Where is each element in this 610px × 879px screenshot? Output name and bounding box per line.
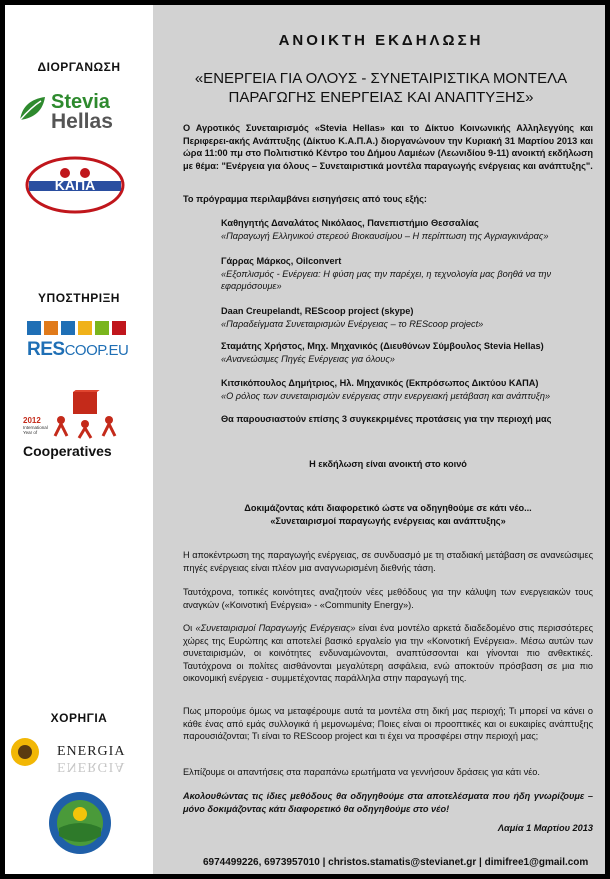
water-icon	[27, 321, 41, 335]
paragraph-cooperatives	[183, 622, 593, 685]
speaker-name: Καθηγητής Δαναλάτος Νικόλαος, Πανεπιστήμιο Θεσσαλίας	[221, 218, 479, 228]
cube-people-icon	[51, 390, 121, 440]
support-heading: ΥΠΟΣΤΗΡΙΞΗ	[38, 291, 120, 305]
rescoop-res: RES	[27, 339, 65, 360]
wind-icon	[61, 321, 75, 335]
slogan	[183, 502, 593, 527]
energia-reflection: ENERGIA	[57, 759, 126, 774]
paragraph-decentralisation: Η αποκέντρωση της παραγωγής ενέργειας, σε συνδυασμό με τη σταδιακή μετάβαση σε ανανεώσιμες πηγές ενέργειας είναι πλέον μια αναγνωρισμένη διεθνής τάση.	[183, 550, 593, 573]
rescoop-eu: .EU	[104, 342, 129, 359]
coop-year-word: Cooperatives	[23, 443, 112, 459]
power-icon	[112, 321, 126, 335]
sun-icon	[78, 321, 92, 335]
speaker-topic: «Ανανεώσιμες Πηγές Ενέργειας για όλους»	[221, 353, 395, 364]
speaker-topic: «Εξοπλισμός - Ενέργεια: Η φύση μας την παρέχει, η τεχνολογία μας βοηθά να την εφαρμόσουμε»	[221, 268, 552, 292]
event-date: Λαμία 1 Μαρτίου 2013	[497, 823, 593, 833]
para3-rest: είναι ένα μοντέλο αρκετά διαδεδομένο στις περισσότερες χώρες της Ευρώπης και αποτελεί βασικό εργαλείο για την «Κοινοτική Ενέργεια». Μέσω αυτών των συνεταιρισμών, οι κοινότητες ενδυναμώνονται, αναπτύσσονται και γίνονται πιο ανθεκτικές. Ταυτόχρονα οι πολίτες αισθάνονται μεγαλύτερη ασφάλεια, ενώ αποκτούν πρόσβαση σε μια πιο οικονομική ενέργεια - συμμετέχοντας παράλληλα στην παραγωγή της.	[183, 623, 593, 684]
stevia-hellas-logo	[17, 90, 145, 135]
cooperative-seal-logo	[47, 790, 113, 856]
organizer-heading: ΔΙΟΡΓΑΝΩΣΗ	[37, 60, 121, 74]
leaf-small-icon	[95, 321, 109, 335]
kapa-word: ΚΑΠΑ	[54, 177, 96, 193]
closing-statement: Ακολουθώντας τις ίδιες μεθόδους θα οδηγηθούμε στα αποτελέσματα που ήδη γνωρίζουμε – μόνο δοκιμάζοντας κάτι διαφορετικό θα οδηγηθούμε στο νέο!	[183, 791, 593, 814]
speaker-item	[221, 217, 581, 242]
speaker-name: Κιτσικόπουλος Δημήτριος, Ηλ. Μηχανικός (Εκπρόσωπος Δικτύου ΚΑΠΑ)	[221, 378, 539, 388]
contact-info: 6974499226, 6973957010 | christos.stamatis@stevianet.gr | dimifree1@gmail.com	[203, 857, 589, 868]
stevia-word: Stevia	[51, 91, 110, 113]
paragraph-questions: Πως μπορούμε όμως να μεταφέρουμε αυτά τα μοντέλα στη δική μας περιοχή; Τι μπορεί να κάνει ο κάθε ένας από εμάς συλλογικά ή μεμονωμένα; Ποιες είναι οι προοπτικές και οι ευκαιρίες ανάπτυξης παρουσιάζονται; Τι είναι το REScoop project και τι έχει να προσφέρει στην περιοχή μας;	[183, 706, 593, 742]
rescoop-coop: COOP	[64, 342, 105, 359]
speaker-item	[221, 255, 581, 293]
energia-word: ENERGIA	[57, 744, 126, 759]
hellas-word: Hellas	[51, 110, 113, 133]
speaker-name: Daan Creupelandt, REScoop project (skype)	[221, 306, 414, 316]
rescoop-icons	[27, 321, 126, 335]
cooperative-seal-icon	[47, 790, 113, 856]
subtitle-line-2: ΠΑΡΑΓΩΓΗΣ ΕΝΕΡΓΕΙΑΣ ΚΑΙ ΑΝΑΠΤΥΞΗΣ»	[228, 89, 534, 106]
open-public-note: Η εκδήλωση είναι ανοικτή στο κοινό	[309, 459, 467, 469]
sponsor-heading: ΧΟΡΗΓΙΑ	[50, 711, 108, 725]
speaker-item	[221, 340, 581, 365]
speaker-name: Γάρρας Μάρκος, Oilconvert	[221, 256, 342, 266]
proposals-note: Θα παρουσιαστούν επίσης 3 συγκεκριμένες προτάσεις για την περιοχή μας	[221, 414, 552, 424]
speaker-item	[221, 305, 581, 330]
energia-logo	[9, 730, 149, 780]
para3-italic: «Συνεταιρισμοί Παραγωγής Ενέργειας»	[195, 623, 356, 633]
speaker-topic: «Ο ρόλος των συνεταιρισμών ενέργειας στην ενεργειακή μετάβαση και ανάπτυξη»	[221, 390, 551, 401]
speaker-name: Σταμάτης Χρήστος, Μηχ. Μηχανικός (Διευθύνων Σύμβουλος Stevia Hellas)	[221, 341, 544, 351]
subtitle-line-1: «ΕΝΕΡΓΕΙΑ ΓΙΑ ΟΛΟΥΣ - ΣΥΝΕΤΑΙΡΙΣΤΙΚΑ ΜΟΝΤΕΛΑ	[194, 70, 568, 87]
paragraph-hope: Ελπίζουμε οι απαντήσεις στα παραπάνω ερωτήματα να γεννήσουν δράσεις για κάτι νέο.	[183, 767, 540, 777]
leaf-icon	[17, 94, 47, 124]
program-intro: Το πρόγραμμα περιλαμβάνει εισηγήσεις από τους εξής:	[183, 194, 427, 204]
sunflower-icon	[9, 736, 41, 768]
coop-year-small: International Year of	[23, 425, 48, 435]
speaker-topic: «Παραδείγματα Συνεταιρισμών Ενέργειας – το REScoop project»	[221, 318, 484, 329]
fire-icon	[44, 321, 58, 335]
paragraph-community-energy: Ταυτόχρονα, τοπικές κοινότητες αναζητούν νέες μεθόδους για την κάλυψη των ενεργειακών τους αναγκών («Κοινοτική Ενέργεια» - «Community Energy»).	[183, 587, 593, 610]
coop-year-number: 2012	[23, 416, 41, 425]
kapa-logo	[25, 155, 125, 215]
page-title: ΑΝΟΙΚΤΗ ΕΚΔΗΛΩΣΗ	[278, 32, 484, 49]
slogan-line-2: «Συνεταιρισμοί παραγωγής ενέργειας και ανάπτυξης»	[270, 515, 506, 526]
intro-paragraph: Ο Αγροτικός Συνεταιρισμός «Stevia Hellas» και το Δίκτυο Κοινωνικής Αλληλεγγύης και Περιφερει-ακής Ανάπτυξης (Δίκτυο Κ.Α.Π.Α.) διοργανώνουν την Κυριακή 31 Μαρτίου 2013 και ώρα 11:00 πμ στο Πολιτιστικό Κέντρο του Δήμου Λαμιέων (Λεωνιδίου 9-11) ανοικτή εκδήλωση με θέμα: "Ενέργεια για όλους – Συνεταιριστικά μοντέλα παραγωγής ενέργειας και ανάπτυξης".	[183, 123, 593, 171]
coop-year-logo	[23, 390, 143, 465]
slogan-line-1: Δοκιμάζοντας κάτι διαφορετικό ώστε να οδηγηθούμε σε κάτι νέο...	[244, 503, 532, 513]
rescoop-wordmark	[27, 339, 128, 361]
sidebar	[5, 5, 153, 874]
rescoop-logo	[27, 321, 127, 363]
para3-prefix: Οι	[183, 623, 196, 633]
main-content	[163, 5, 599, 874]
event-subtitle	[163, 69, 599, 107]
speaker-item	[221, 377, 581, 402]
poster	[5, 5, 605, 874]
speaker-topic: «Παραγωγή Ελληνικού στερεού Βιοκαυσίμου – Η περίπτωση της Αγριαγκινάρας»	[221, 230, 549, 241]
